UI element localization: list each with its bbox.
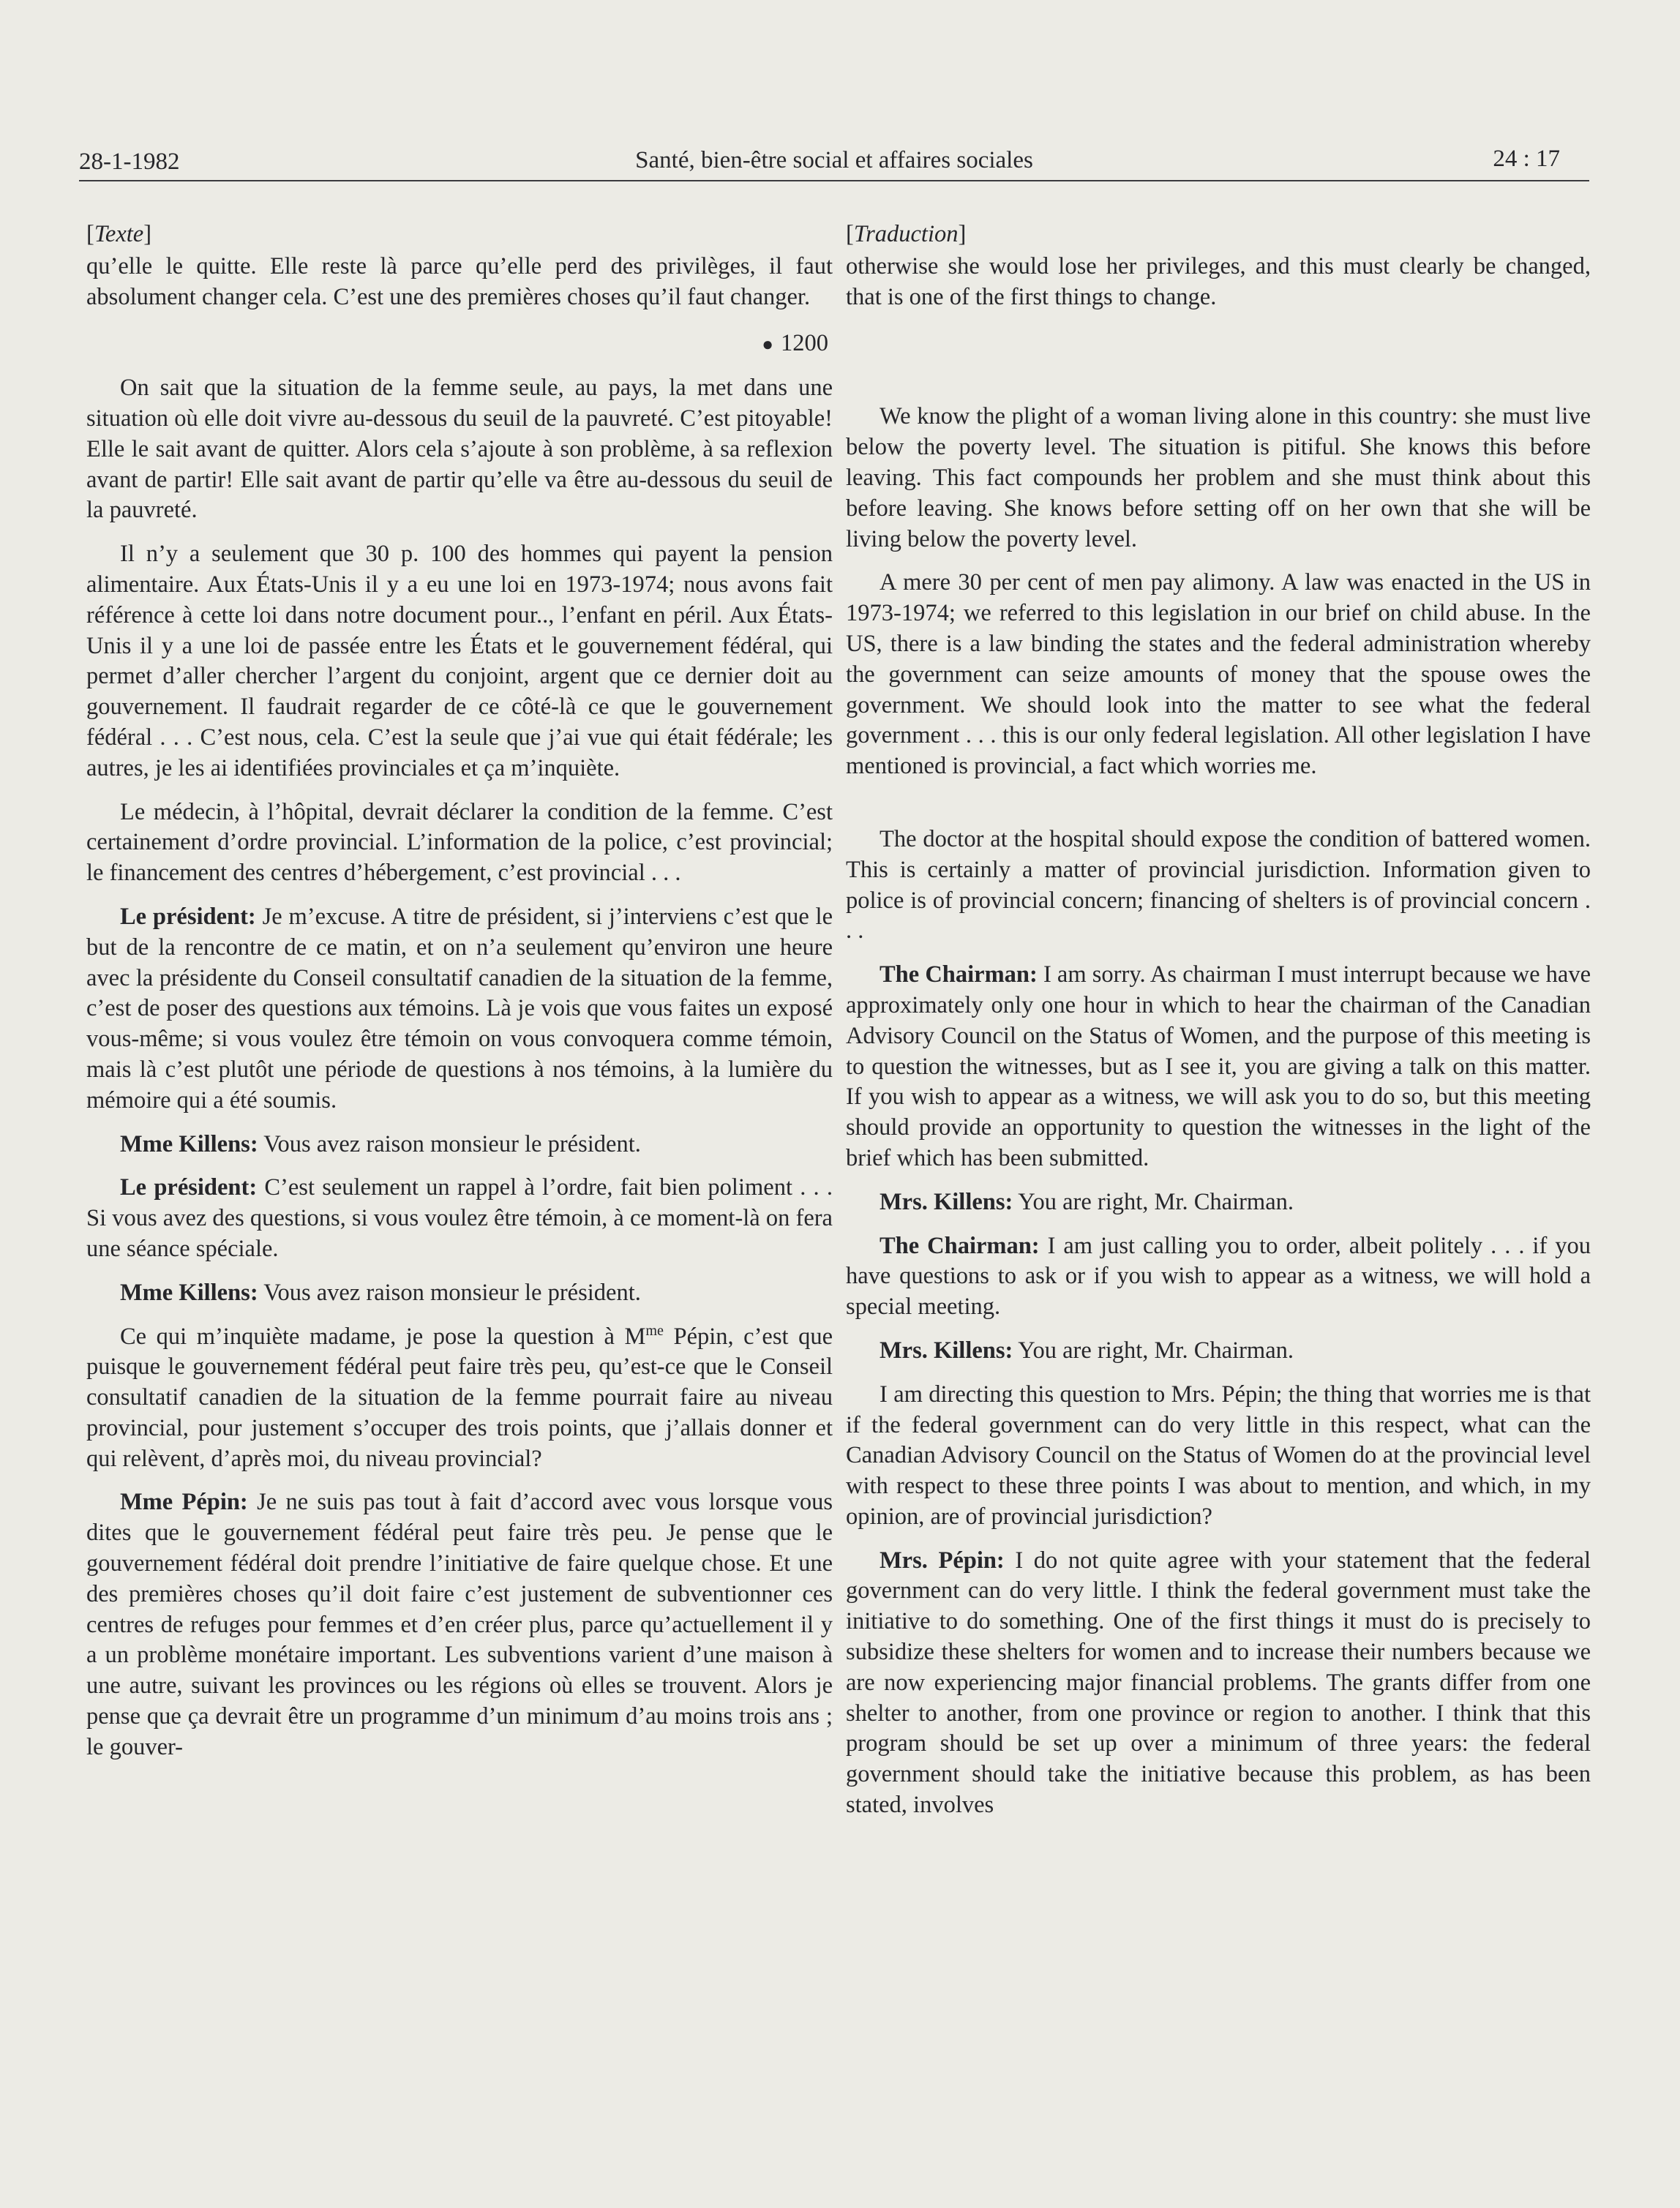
text-part: Ce qui m’inquiète madame, je pose la question à M (120, 1323, 646, 1350)
speaker-name: Mrs. Pépin: (880, 1547, 1005, 1574)
section-tag-texte: [ Texte ] (86, 219, 833, 250)
speech-text: I am sorry. As chairman I must interrupt because we have approximately only one hour in which to hear the chairman of the Canadian Advisory Council on the Status of Women, and the purpose of this meeting is to question the witnesses, but as I see it, you are giving a talk on this matter. If you wish to appear as a witness, we will ask you to do so, but this meeting should provide an opportunity to question the witnesses in the light of the brief which has been submitted. (846, 961, 1591, 1171)
speaker-name: Le président: (120, 903, 256, 930)
speech-text: C’est seulement un rappel à l’ordre, fait bien poliment . . . Si vous avez des questions, si vous voulez être témoin, à ce moment-là on fera une séance spéciale. (86, 1174, 833, 1262)
spacer (846, 364, 1591, 402)
page-header (79, 143, 1589, 181)
speech-text: You are right, Mr. Chairman. (1018, 1188, 1294, 1215)
speaker-name: The Chairman: (880, 961, 1038, 988)
speech-text: Je m’excuse. A titre de président, si j’interviens c’est que le but de la rencontre de ce matin, et on n’a seulement qu’environ une heure avec la présidente du Conseil consultatif canadien de la situation de la femme, c’est de poser des questions aux témoins. Là je vois que vous faites un exposé vous-même; si vous voulez être témoin on vous convoquera comme témoin, mais là c’est plutôt une période de questions à nos témoins, à la lumière du mémoire qui a été soumis. (86, 903, 833, 1114)
paragraph: qu’elle le quitte. Elle reste là parce qu’elle perd des privilèges, il faut absolument changer cela. C’est une des premières choses qu’il faut changer. (86, 252, 833, 310)
speech-text: Vous avez raison monsieur le président. (263, 1279, 641, 1306)
paragraph: On sait que la situation de la femme seule, au pays, la met dans une situation où elle doit vivre au-dessous du seuil de la pauvreté. C’est pitoyable! Elle le sait avant de quitter. Alors cela s’ajoute à son problème, à sa reflexion avant de partir! Elle sait avant de partir qu’elle va être au-dessous du seuil de la pauvreté. (86, 375, 833, 524)
speech-text: Vous avez raison monsieur le président. (263, 1130, 641, 1157)
speaker-name: Le président: (120, 1174, 258, 1201)
time-marker (86, 328, 828, 360)
paragraph (86, 1322, 833, 1475)
speaker-paragraph (86, 1278, 833, 1309)
speaker-paragraph (86, 1487, 833, 1762)
speaker-paragraph (846, 1336, 1591, 1367)
header-page-number: 24 : 17 (1493, 146, 1560, 172)
paragraph: Le médecin, à l’hôpital, devrait déclarer la condition de la femme. C’est certainement d’ordre provincial. L’information de la police, c’est provincial; le financement des centres d’hébergement, c’est provincial . . . (86, 798, 833, 887)
header-date: 28-1-1982 (79, 149, 180, 175)
speaker-paragraph (846, 960, 1591, 1174)
paragraph: Il n’y a seulement que 30 p. 100 des hommes qui payent la pension alimentaire. Aux États-Unis il y a eu une loi en 1973-1974; nous avons fait référence à cette loi dans notre document pour.., l’enfant en péril. Aux États-Unis il y a une loi de passée entre les États et le gouvernement fédéral, qui permet d’aller chercher l’argent du conjoint, argent que ce dernier doit au gouvernement. Il faudrait regarder de ce côté-là ce que le gouvernement fédéral . . . C’est nous, cela. C’est la seule que j’ai vue qui était fédérale; les autres, je les ai identifiées provinciales et ça m’inquiète. (86, 541, 833, 781)
paragraph: otherwise she would lose her privileges, and this must clearly be changed, that is one of the first things to change. (846, 252, 1591, 310)
speaker-name: Mme Killens: (120, 1130, 258, 1157)
speech-text: I am just calling you to order, albeit politely . . . if you have questions to ask or if you wish to appear as a witness, we will hold a special meeting. (846, 1232, 1591, 1321)
paragraph: The doctor at the hospital should expose the condition of battered women. This is certainly a matter of provincial jurisdiction. Information given to police is of provincial concern; financing of shelters is of provincial concern . . . (846, 825, 1591, 945)
speaker-name: Mrs. Killens: (880, 1188, 1013, 1215)
header-title: Santé, bien-être social et affaires sociales (635, 147, 1033, 173)
bullet-icon: ● (762, 334, 773, 356)
speaker-name: Mme Pépin: (120, 1489, 248, 1516)
spacer (846, 795, 1591, 825)
section-tag-traduction: [ Traduction ] (846, 219, 1591, 250)
speaker-paragraph (86, 1173, 833, 1264)
speech-text: You are right, Mr. Chairman. (1018, 1337, 1294, 1364)
speaker-name: Mrs. Killens: (880, 1337, 1013, 1364)
spacer (846, 326, 1591, 364)
paragraph: I am directing this question to Mrs. Pépin; the thing that worries me is that if the federal government can do very little in this respect, what can the Canadian Advisory Council on the Status of Women do at the provincial level with respect to these three points I was about to mention, and which, in my opinion, are of provincial jurisdiction? (846, 1381, 1591, 1530)
speaker-paragraph (846, 1231, 1591, 1323)
french-column (86, 219, 833, 1776)
speech-text: Je ne suis pas tout à fait d’accord avec vous lorsque vous dites que le gouvernement fédéral peut faire très peu. Je pense que le gouvernement fédéral doit prendre l’initiative de faire quelque chose. Et une des premières choses qu’il doit faire c’est justement de subventionner ces centres de refuges pour femmes et d’en créer plus, parce qu’actuellement il y a un problème monétaire important. Les subventions varient d’une maison à une autre, suivant les provinces ou les régions où elles se trouvent. Alors je pense que ça devrait être un programme d’un minimum d’au moins trois ans ; le gouver- (86, 1489, 833, 1760)
speaker-paragraph (86, 1130, 833, 1160)
speaker-name: The Chairman: (880, 1232, 1040, 1259)
paragraph: We know the plight of a woman living alone in this country: she must live below the poverty level. The situation is pitiful. She knows this before leaving. This fact compounds her problem and she must think about this before leaving. She knows before setting off on her own that she will be living below the poverty level. (846, 403, 1591, 552)
superscript: me (645, 1322, 664, 1339)
speaker-paragraph (846, 1187, 1591, 1218)
speech-text: I do not quite agree with your statement that the federal government can do very little. I think the federal government must take the initiative to do something. One of the first things it must do is precisely to subsidize these shelters for women and to increase their numbers because we are now experiencing major financial problems. The grants differ from one shelter to another, from one province or region to another. I think that this program should be set up over a minimum of three years: the federal government should take the initiative because this problem, as has been stated, involves (846, 1547, 1591, 1819)
speaker-name: Mme Killens: (120, 1279, 258, 1306)
english-column (846, 219, 1591, 1834)
text-part: Pépin, c’est que puisque le gouvernement fédéral peut faire très peu, qu’est-ce que le Conseil consultatif canadien de la situation de la femme pourrait faire au niveau provincial, pour justement s’occuper des trois points, que j’allais donner et qui relèvent, d’après moi, du niveau provincial? (86, 1323, 833, 1472)
speaker-paragraph (86, 902, 833, 1116)
time-marker-text: 1200 (781, 330, 828, 357)
paragraph: A mere 30 per cent of men pay alimony. A law was enacted in the US in 1973-1974; we referred to this legislation in our brief on child abuse. In the US, there is a law binding the states and the federal administration whereby the government can seize amounts of money that the spouse owes the government. We should look into the matter to see what the federal government . . . this is our only federal legislation. All other legislation I have mentioned is provincial, a fact which worries me. (846, 569, 1591, 780)
speaker-paragraph (846, 1546, 1591, 1821)
